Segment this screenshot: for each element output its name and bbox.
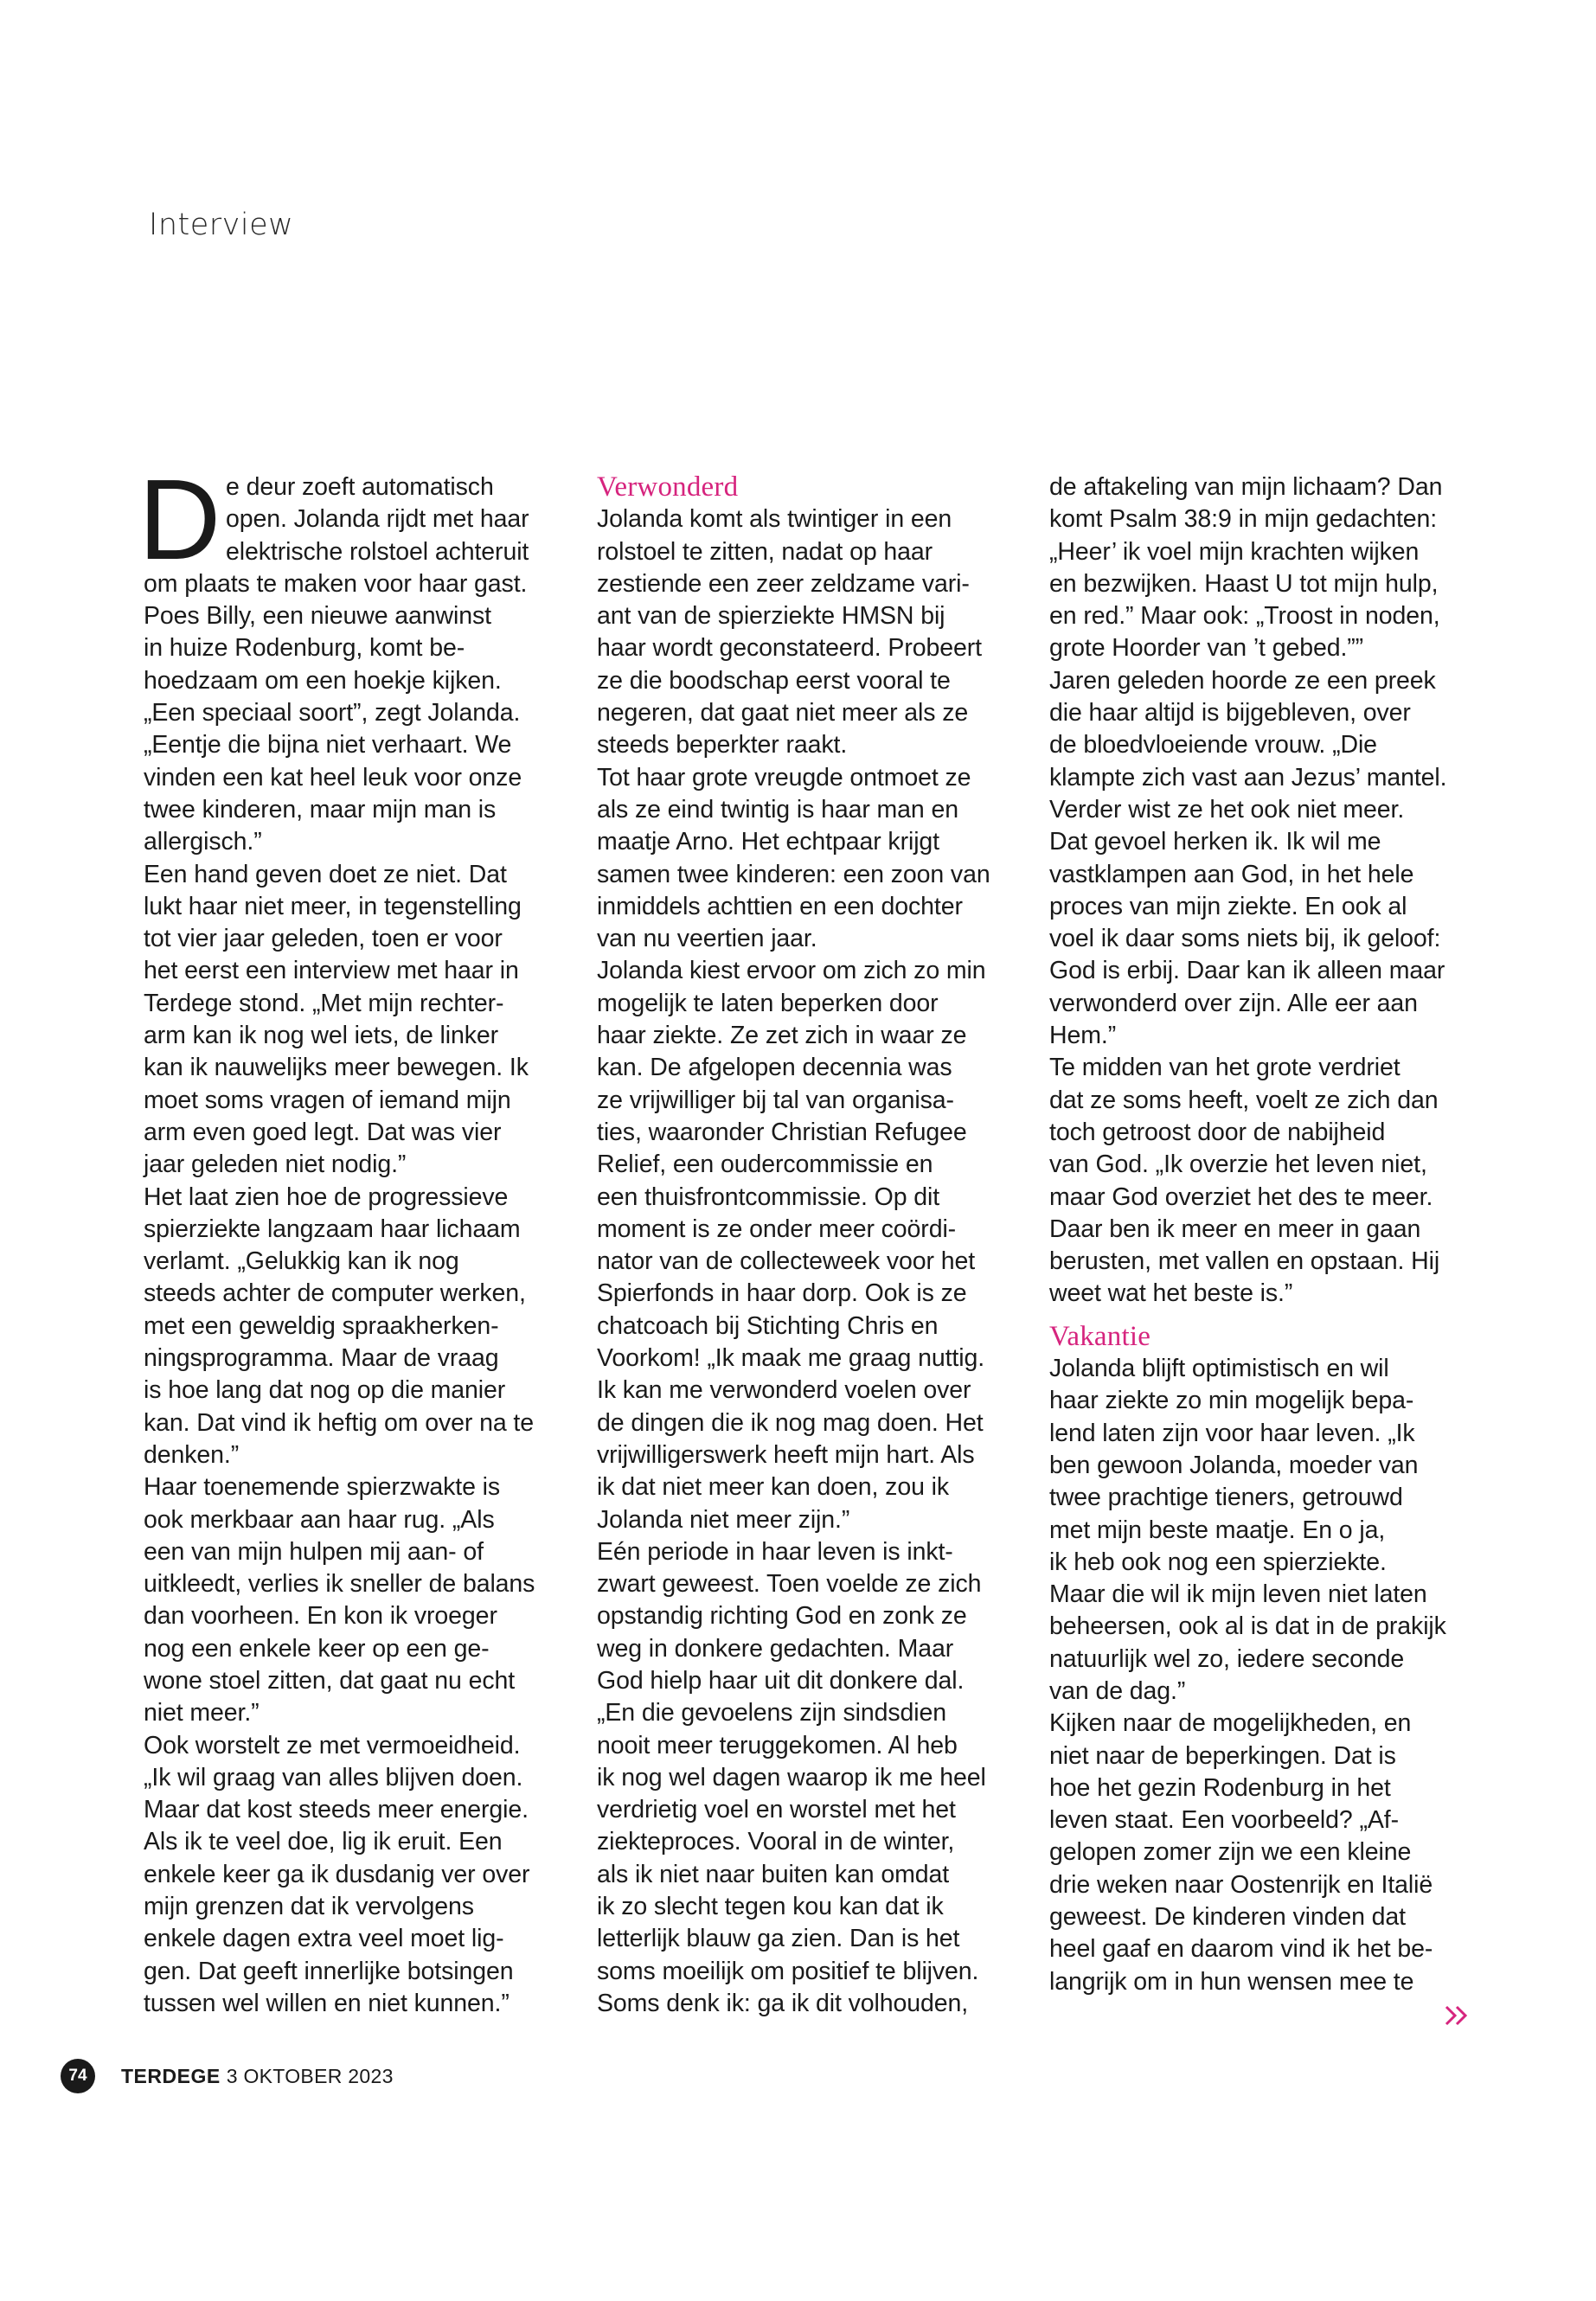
article-column-2 xyxy=(597,471,1012,2020)
section-label: Interview xyxy=(149,208,294,242)
text-line: maar God overziet het des te meer. xyxy=(1049,1183,1433,1211)
text-line: in huize Rodenburg, komt be- xyxy=(144,634,465,663)
text-line: „Een speciaal soort”, zegt Jolanda. xyxy=(144,699,521,727)
text-line: hoedzaam om een hoekje kijken. xyxy=(144,666,502,695)
text-line: zestiende een zeer zeldzame vari- xyxy=(597,569,970,598)
text-line: proces van mijn ziekte. En ook al xyxy=(1049,892,1407,920)
text-line: Jolanda niet meer zijn.” xyxy=(597,1505,850,1534)
page-footer xyxy=(61,2059,394,2093)
article-column-1 xyxy=(138,456,559,2020)
text-line: ze die boodschap eerst vooral te xyxy=(597,666,951,695)
text-line: Ik kan me verwonderd voelen over xyxy=(597,1376,971,1405)
text-line: denken.” xyxy=(144,1440,240,1469)
text-line: is hoe lang dat nog op die manier xyxy=(144,1376,506,1405)
text-line: vastklampen aan God, in het hele xyxy=(1049,860,1414,888)
issue-date: 3 OKTOBER 2023 xyxy=(226,2064,394,2087)
text-line: Kijken naar de mogelijkheden, en xyxy=(1049,1709,1412,1738)
text-line: chatcoach bij Stichting Chris en xyxy=(597,1311,939,1340)
text-line: Een hand geven doet ze niet. Dat xyxy=(144,860,507,888)
text-line: Spierfonds in haar dorp. Ook is ze xyxy=(597,1279,967,1308)
text-line: en red.” Maar ook: „Troost in noden, xyxy=(1049,602,1440,631)
text-line: „En die gevoelens zijn sindsdien xyxy=(597,1699,946,1727)
text-line: Hem.” xyxy=(1049,1022,1117,1050)
text-line: met mijn beste maatje. En o ja, xyxy=(1049,1516,1386,1544)
text-line: een thuisfrontcommissie. Op dit xyxy=(597,1183,940,1211)
text-line: kan. Dat vind ik heftig om over na te xyxy=(144,1408,534,1437)
magazine-name: TERDEGE xyxy=(121,2064,221,2087)
text-line: verdrietig voel en worstel met het xyxy=(597,1796,956,1824)
text-line: moet soms vragen of iemand mijn xyxy=(144,1086,511,1114)
text-line: gen. Dat geeft innerlijke botsingen xyxy=(144,1957,514,1985)
text-line: moment is ze onder meer coördi- xyxy=(597,1215,957,1243)
text-line: Dat gevoel herken ik. Ik wil me xyxy=(1049,828,1381,856)
text-line: Voorkom! „Ik maak me graag nuttig. xyxy=(597,1344,985,1373)
text-line: berusten, met vallen en opstaan. Hij xyxy=(1049,1247,1440,1276)
text-line: Terdege stond. „Met mijn rechter- xyxy=(144,989,504,1017)
text-line: Verder wist ze het ook niet meer. xyxy=(1049,795,1405,824)
text-line: kan ik nauwelijks meer bewegen. Ik xyxy=(144,1054,529,1082)
text-line: van de dag.” xyxy=(1049,1676,1186,1705)
text-line: Het laat zien hoe de progressieve xyxy=(144,1183,509,1211)
text-line: elektrische rolstoel achteruit xyxy=(226,537,529,566)
article-column-3 xyxy=(1049,471,1465,1998)
text-line: langrijk om in hun wensen mee te xyxy=(1049,1967,1414,1996)
text-line: „Eentje die bijna niet verhaart. We xyxy=(144,731,512,760)
text-line: verwonderd over zijn. Alle eer aan xyxy=(1049,989,1418,1017)
text-line: negeren, dat gaat niet meer als ze xyxy=(597,699,969,727)
text-line: Eén periode in haar leven is inkt- xyxy=(597,1537,953,1566)
text-line: ik zo slecht tegen kou kan dat ik xyxy=(597,1893,944,1921)
text-line: rolstoel te zitten, nadat op haar xyxy=(597,537,933,566)
text-line: geweest. De kinderen vinden dat xyxy=(1049,1903,1407,1932)
text-line: Tot haar grote vreugde ontmoet ze xyxy=(597,763,971,792)
text-line: mijn grenzen dat ik vervolgens xyxy=(144,1893,474,1921)
text-line: de dingen die ik nog mag doen. Het xyxy=(597,1408,984,1437)
text-line: beheersen, ook al is dat in de prakijk xyxy=(1049,1612,1446,1641)
text-line: arm even goed legt. Dat was vier xyxy=(144,1118,502,1146)
text-line: nator van de collecteweek voor het xyxy=(597,1247,976,1276)
text-line: open. Jolanda rijdt met haar xyxy=(226,505,529,534)
text-line: Jaren geleden hoorde ze een preek xyxy=(1049,666,1436,695)
text-line: enkele dagen extra veel moet lig- xyxy=(144,1925,504,1953)
text-line: Poes Billy, een nieuwe aanwinst xyxy=(144,602,491,631)
text-line: dan voorheen. En kon ik vroeger xyxy=(144,1602,497,1631)
text-line: heel gaaf en daarom vind ik het be- xyxy=(1049,1935,1433,1964)
text-line: steeds beperkter raakt. xyxy=(597,731,848,760)
text-line: tussen wel willen en niet kunnen.” xyxy=(144,1989,510,2017)
text-line: ben gewoon Jolanda, moeder van xyxy=(1049,1451,1419,1479)
text-line: God hielp haar uit dit donkere dal. xyxy=(597,1666,965,1695)
text-line: Daar ben ik meer en meer in gaan xyxy=(1049,1215,1421,1243)
text-line: met een geweldig spraakherken- xyxy=(144,1311,499,1340)
text-line: als ik niet naar buiten kan omdat xyxy=(597,1860,950,1888)
text-line: van God. „Ik overzie het leven niet, xyxy=(1049,1150,1427,1179)
text-line: ties, waaronder Christian Refugee xyxy=(597,1118,967,1146)
text-line: haar ziekte. Ze zet zich in waar ze xyxy=(597,1022,967,1050)
text-line: nog een enkele keer op een ge- xyxy=(144,1634,490,1663)
text-line: e deur zoeft automatisch xyxy=(226,473,494,501)
text-line: tot vier jaar geleden, toen er voor xyxy=(144,925,503,953)
text-line: gelopen zomer zijn we een kleine xyxy=(1049,1838,1412,1867)
text-line: weet wat het beste is.” xyxy=(1049,1279,1293,1308)
drop-cap: D xyxy=(138,456,221,583)
text-line: zwart geweest. Toen voelde ze zich xyxy=(597,1570,982,1599)
text-line: vinden een kat heel leuk voor onze xyxy=(144,763,522,792)
text-line: letterlijk blauw ga zien. Dan is het xyxy=(597,1925,960,1953)
text-line: kan. De afgelopen decennia was xyxy=(597,1054,952,1082)
text-line: Relief, een oudercommissie en xyxy=(597,1150,933,1179)
text-line: spierziekte langzaam haar lichaam xyxy=(144,1215,521,1243)
text-line: Maar dat kost steeds meer energie. xyxy=(144,1796,529,1824)
text-line: verlamt. „Gelukkig kan ik nog xyxy=(144,1247,459,1276)
text-line: ningsprogramma. Maar de vraag xyxy=(144,1344,499,1373)
text-line: om plaats te maken voor haar gast. xyxy=(144,569,528,598)
text-line: Ook worstelt ze met vermoeidheid. xyxy=(144,1731,521,1759)
page-number: 74 xyxy=(61,2059,95,2093)
text-line: haar wordt geconstateerd. Probeert xyxy=(597,634,982,663)
text-line: ook merkbaar aan haar rug. „Als xyxy=(144,1505,495,1534)
text-line: klampte zich vast aan Jezus’ mantel. xyxy=(1049,763,1447,792)
text-line: wone stoel zitten, dat gaat nu echt xyxy=(144,1666,516,1695)
text-line: Als ik te veel doe, lig ik eruit. Een xyxy=(144,1828,503,1856)
continue-arrows-icon xyxy=(1442,2001,1471,2030)
text-line: twee prachtige tieners, getrouwd xyxy=(1049,1484,1403,1512)
text-line: samen twee kinderen: een zoon van xyxy=(597,860,990,888)
text-line: Jolanda komt als twintiger in een xyxy=(597,505,952,534)
spacer xyxy=(1049,1311,1465,1321)
text-line: maatje Arno. Het echtpaar krijgt xyxy=(597,828,939,856)
text-line: niet naar de beperkingen. Dat is xyxy=(1049,1741,1396,1770)
text-line: toch getroost door de nabijheid xyxy=(1049,1118,1386,1146)
text-line: voel ik daar soms niets bij, ik geloof: xyxy=(1049,925,1441,953)
text-line: Jolanda kiest ervoor om zich zo min xyxy=(597,957,986,985)
text-line: weg in donkere gedachten. Maar xyxy=(597,1634,954,1663)
text-line: „Ik wil graag van alles blijven doen. xyxy=(144,1763,523,1791)
text-line: God is erbij. Daar kan ik alleen maar xyxy=(1049,957,1445,985)
text-line: die haar altijd is bijgebleven, over xyxy=(1049,699,1411,727)
text-line: Haar toenemende spierzwakte is xyxy=(144,1473,501,1502)
text-line: ziekteproces. Vooral in de winter, xyxy=(597,1828,955,1856)
text-line: nooit meer teruggekomen. Al heb xyxy=(597,1731,958,1759)
text-line: haar ziekte zo min mogelijk bepa- xyxy=(1049,1387,1414,1415)
text-line: allergisch.” xyxy=(144,828,262,856)
text-line: dat ze soms heeft, voelt ze zich dan xyxy=(1049,1086,1439,1114)
text-line: en bezwijken. Haast U tot mijn hulp, xyxy=(1049,569,1439,598)
subheading-verwonderd: Verwonderd xyxy=(597,471,739,503)
text-line: steeds achter de computer werken, xyxy=(144,1279,526,1308)
text-line: de aftakeling van mijn lichaam? Dan xyxy=(1049,473,1443,501)
text-line: mogelijk te laten beperken door xyxy=(597,989,939,1017)
text-line: inmiddels achttien en een dochter xyxy=(597,892,963,920)
text-line: drie weken naar Oostenrijk en Italië xyxy=(1049,1870,1433,1899)
text-line: jaar geleden niet nodig.” xyxy=(144,1150,407,1179)
text-line: lukt haar niet meer, in tegenstelling xyxy=(144,892,522,920)
text-line: ik heb ook nog een spierziekte. xyxy=(1049,1548,1387,1576)
text-line: ze vrijwilliger bij tal van organisa- xyxy=(597,1086,954,1114)
text-line: niet meer.” xyxy=(144,1699,260,1727)
text-line: Te midden van het grote verdriet xyxy=(1049,1054,1401,1082)
text-line: grote Hoorder van ’t gebed.”” xyxy=(1049,634,1364,663)
text-line: ik dat niet meer kan doen, zou ik xyxy=(597,1473,950,1502)
text-line: „Heer’ ik voel mijn krachten wijken xyxy=(1049,537,1420,566)
text-line: arm kan ik nog wel iets, de linker xyxy=(144,1022,499,1050)
text-line: een van mijn hulpen mij aan- of xyxy=(144,1537,484,1566)
text-line: als ze eind twintig is haar man en xyxy=(597,795,958,824)
text-line: uitkleedt, verlies ik sneller de balans xyxy=(144,1570,535,1599)
text-line: komt Psalm 38:9 in mijn gedachten: xyxy=(1049,505,1438,534)
text-line: van nu veertien jaar. xyxy=(597,925,817,953)
text-line: vrijwilligerswerk heeft mijn hart. Als xyxy=(597,1440,975,1469)
text-line: Soms denk ik: ga ik dit volhouden, xyxy=(597,1989,969,2017)
text-line: het eerst een interview met haar in xyxy=(144,957,519,985)
text-line: leven staat. Een voorbeeld? „Af- xyxy=(1049,1806,1399,1835)
text-line: hoe het gezin Rodenburg in het xyxy=(1049,1773,1391,1802)
subheading-vakantie: Vakantie xyxy=(1049,1320,1151,1352)
text-line: natuurlijk wel zo, iedere seconde xyxy=(1049,1644,1405,1673)
text-line: opstandig richting God en zonk ze xyxy=(597,1602,967,1631)
text-line: soms moeilijk om positief te blijven. xyxy=(597,1957,979,1985)
text-line: twee kinderen, maar mijn man is xyxy=(144,795,497,824)
text-line: Jolanda blijft optimistisch en wil xyxy=(1049,1355,1389,1383)
text-line: ant van de spierziekte HMSN bij xyxy=(597,602,945,631)
text-line: Maar die wil ik mijn leven niet laten xyxy=(1049,1580,1427,1609)
text-line: de bloedvloeiende vrouw. „Die xyxy=(1049,731,1377,760)
text-line: lend laten zijn voor haar leven. „Ik xyxy=(1049,1419,1415,1447)
text-line: enkele keer ga ik dusdanig ver over xyxy=(144,1860,530,1888)
text-line: ik nog wel dagen waarop ik me heel xyxy=(597,1763,986,1791)
